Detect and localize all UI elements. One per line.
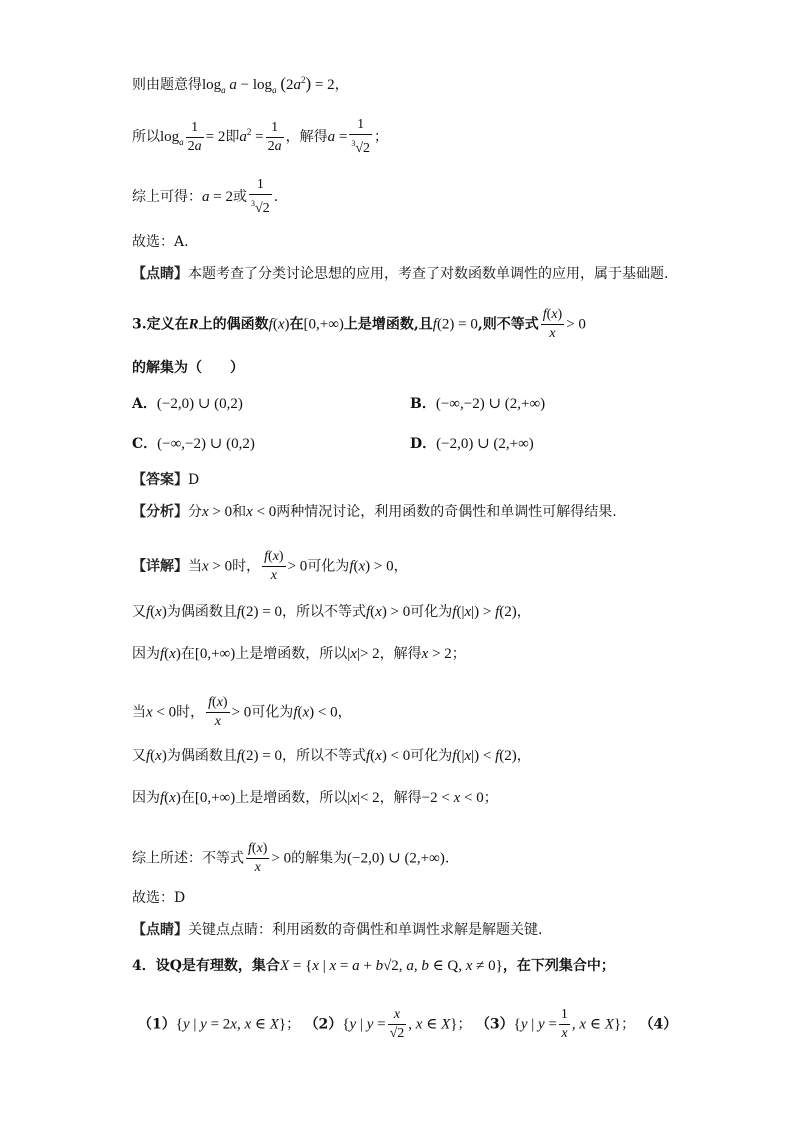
dianjing-line-2: 【点睛】关键点点睛：利用函数的奇偶性和单调性求解是解题关键. [132,922,543,938]
detail-line-1: 【详解】当x > 0时， $\frac{f(x)}{x}$ > 0可化为f(x) > 0， [132,549,408,583]
question-4-sets: （1）{y | y = 2x, x ∈ X}； （2）{y | y = $\frac{x}{√2}$ , x ∈ X}； （3）{y | y = $\frac{1}{x}$ , x ∈ X}； （4） [138,1007,678,1041]
detail-line-7: 综上所述：不等式 $\frac{f(x)}{x}$ > 0的解集为(−2,0) ∪ (2,+∞). [132,841,450,875]
detail-line-2: 又f(x)为偶函数且f(2) = 0，所以不等式f(x) > 0可化为f(|x|) > f(2)， [132,604,531,620]
question-3-stem: 3.定义在R上的偶函数f(x)在[0,+∞)上是增函数,且f(2) = 0,则不等式 $\frac{f(x)}{x}$ > 0 [132,307,586,341]
question-4-stem: 4．设Q是有理数，集合X = {x | x = a + b√2, a, b ∈ Q, x ≠ 0}，在下列集合中； [132,958,615,974]
option-d[interactable]: D．(−2,0) ∪ (2,+∞) [410,436,534,452]
choice-a-line: 故选：A. [132,234,189,250]
solution-line-3: 综上可得：a = 2或 $\frac{1}{^3√2}$ . [132,177,279,216]
detail-line-3: 因为f(x)在[0,+∞)上是增函数，所以|x|> 2，解得x > 2； [132,646,466,662]
detail-line-5: 又f(x)为偶函数且f(2) = 0，所以不等式f(x) < 0可化为f(|x|) < f(2)， [132,748,531,764]
option-c[interactable]: C．(−∞,−2) ∪ (0,2) [132,436,255,452]
question-3-stem-cont: 的解集为（ ） [132,360,244,376]
solution-line-1: 则由题意得$\log_a a - \log_a (2a^2) = 2$， [132,74,349,95]
solution-line-2: 所以$\log_a$ $\frac{1}{2a}$ = 2即$a^2$ = $\frac{1}{2a}$ ，解得a = $\frac{1}{^3√2}$ ； [132,117,389,156]
detail-line-4: 当x < 0时， $\frac{f(x)}{x}$ > 0可化为f(x) < 0， [132,695,352,729]
dianjing-line-1: 【点睛】本题考查了分类讨论思想的应用，考查了对数函数单调性的应用，属于基础题. [132,266,669,282]
option-a[interactable]: A．(−2,0) ∪ (0,2) [132,396,243,412]
choice-d-line: 故选：D [132,890,186,906]
answer-line: 【答案】D [132,472,200,488]
detail-line-6: 因为f(x)在[0,+∞)上是增函数，所以|x|< 2，解得−2 < x < 0； [132,790,498,806]
analysis-line: 【分析】分x > 0和x < 0两种情况讨论，利用函数的奇偶性和单调性可解得结果. [132,504,617,520]
option-b[interactable]: B．(−∞,−2) ∪ (2,+∞) [410,396,546,412]
